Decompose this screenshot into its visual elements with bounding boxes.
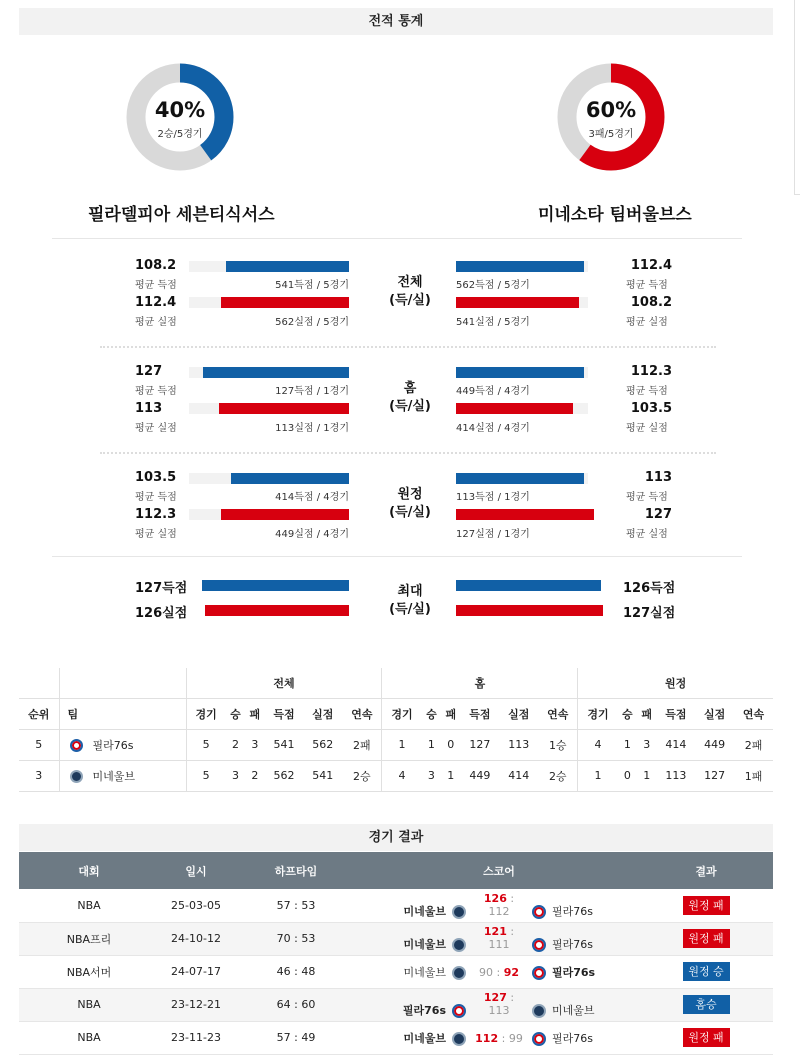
standings-cell: 1 — [618, 729, 637, 760]
right-avg-against-label: 평균 실점 — [626, 423, 668, 434]
stat-category-sub: (득/실) — [389, 293, 431, 308]
left-avg-for-label: 평균 득점 — [135, 492, 177, 503]
right-avg-against-label: 평균 실점 — [626, 529, 668, 540]
standings-cell: 562 — [303, 729, 342, 760]
dotted-divider — [100, 452, 716, 454]
standings-cell: 541 — [303, 760, 342, 791]
standings-table — [19, 668, 773, 792]
right-for-bar — [456, 261, 584, 272]
result-home-score: 112 — [475, 1031, 499, 1045]
left-avg-for-label: 평균 득점 — [135, 280, 177, 291]
result-home — [390, 936, 472, 952]
result-score — [359, 1021, 639, 1054]
result-home-team: 미네울브 — [403, 904, 446, 918]
standings-cell: 4 — [578, 729, 618, 760]
stat-category-sub: (득/실) — [389, 505, 431, 520]
sixers-logo-icon — [532, 938, 546, 952]
right-avg-against-label: 평균 실점 — [626, 317, 668, 328]
standings-cell: 1 — [578, 760, 618, 791]
result-home-score: 127 — [483, 991, 507, 1004]
score-separator: : — [506, 891, 515, 905]
away-loss-sub: 3패/5경기 — [588, 129, 634, 140]
standings-cell: 562 — [265, 760, 304, 791]
home-win-pct: 40% — [154, 98, 206, 122]
stat-category: 원정 — [397, 487, 423, 502]
result-row — [19, 1021, 773, 1054]
standings-cell: 127 — [461, 729, 500, 760]
standings-cell: 3 — [245, 729, 264, 760]
left-against-bar — [221, 297, 349, 308]
dotted-divider — [100, 346, 716, 348]
standings-col-header: 득점 — [265, 698, 304, 729]
stat-category-label — [370, 274, 450, 310]
result-halftime: 57 : 53 — [233, 889, 359, 922]
standings-rank: 3 — [19, 760, 59, 791]
right-max-for-bar — [456, 580, 601, 591]
right-avg-for: 112.4 — [630, 258, 672, 273]
result-home — [390, 1030, 472, 1046]
standings-cell: 1 — [441, 760, 460, 791]
standings-col-header: 실점 — [499, 698, 538, 729]
timberwolves-logo-icon — [70, 770, 83, 783]
standings-col-header: 연속 — [342, 698, 382, 729]
result-date: 24-07-17 — [159, 955, 233, 988]
result-score — [359, 955, 639, 988]
stat-category-sub: (득/실) — [389, 399, 431, 414]
standings-col-header: 패 — [637, 698, 656, 729]
result-badge: 원정 패 — [683, 1028, 730, 1047]
standings-col-header: 승 — [618, 698, 637, 729]
standings-col-header: 경기 — [186, 698, 226, 729]
group-total: 전체 — [186, 668, 382, 698]
result-score — [359, 988, 639, 1021]
left-avg-against: 112.3 — [135, 507, 177, 522]
score-separator: : — [506, 991, 515, 1004]
result-away-team: 필라76s — [552, 938, 593, 951]
right-max-against-bar — [456, 605, 603, 616]
result-league: NBA — [19, 988, 159, 1021]
standings-cell: 1 — [637, 760, 656, 791]
standings-group-row — [19, 668, 773, 698]
result-score-values — [472, 991, 526, 1017]
home-win-donut — [126, 63, 234, 171]
result-score-values — [472, 966, 526, 979]
standings-cell: 127 — [695, 760, 734, 791]
result-halftime: 64 : 60 — [233, 988, 359, 1021]
right-for-bar — [456, 473, 584, 484]
standings-cell: 113 — [656, 760, 695, 791]
standings-col-header: 경기 — [382, 698, 422, 729]
results-col-header: 대회 — [19, 852, 159, 889]
result-away-score: 111 — [488, 938, 510, 951]
left-for-caption: 414득점 / 4경기 — [275, 492, 349, 503]
result-away-team: 필라76s — [552, 1031, 593, 1045]
left-avg-against-label: 평균 실점 — [135, 317, 177, 328]
timberwolves-logo-icon — [452, 938, 466, 952]
sixers-logo-icon — [532, 1032, 546, 1046]
result-away — [526, 936, 608, 952]
result-away — [526, 964, 608, 980]
result-score — [359, 889, 639, 922]
result-halftime: 57 : 49 — [233, 1021, 359, 1054]
standings-col-header: 연속 — [734, 698, 773, 729]
result-home — [390, 964, 472, 980]
group-home: 홈 — [382, 668, 578, 698]
sixers-logo-icon — [532, 966, 546, 980]
result-score-values — [472, 1032, 526, 1045]
right-against-caption: 541실점 / 5경기 — [456, 317, 530, 328]
right-avg-against: 103.5 — [630, 401, 672, 416]
standings-cell: 3 — [422, 760, 441, 791]
max-label-1: 최대 — [397, 584, 423, 599]
score-separator: : — [498, 1031, 509, 1045]
standings-cell: 1 — [382, 729, 422, 760]
result-league: NBA서머 — [19, 955, 159, 988]
standings-cell: 1승 — [538, 729, 578, 760]
standings-cell: 4 — [382, 760, 422, 791]
standings-col-header: 경기 — [578, 698, 618, 729]
stat-category-label — [370, 486, 450, 522]
results-header-row — [19, 852, 773, 889]
right-against-bar — [456, 403, 573, 414]
away-loss-pct: 60% — [585, 98, 637, 122]
score-separator: : — [506, 925, 515, 938]
result-outcome — [639, 922, 773, 955]
standings-cell: 414 — [499, 760, 538, 791]
right-avg-against: 108.2 — [630, 295, 672, 310]
standings-team-name: 필라76s — [92, 738, 134, 752]
result-outcome — [639, 955, 773, 988]
standings-cell: 2패 — [342, 729, 382, 760]
left-max-against-bar — [205, 605, 349, 616]
result-league: NBA프리 — [19, 922, 159, 955]
standings-cell: 5 — [186, 760, 226, 791]
result-away-team: 필라76s — [552, 965, 596, 979]
timberwolves-logo-icon — [532, 1004, 546, 1018]
standings-col-header: 득점 — [656, 698, 695, 729]
result-league: NBA — [19, 889, 159, 922]
left-avg-for: 103.5 — [135, 470, 177, 485]
right-avg-for-label: 평균 득점 — [626, 386, 668, 397]
left-avg-for-label: 평균 득점 — [135, 386, 177, 397]
result-home — [390, 1002, 472, 1018]
stat-category-label — [370, 380, 450, 416]
result-away-score: 112 — [488, 904, 510, 918]
max-label — [370, 583, 450, 619]
result-home-team: 미네울브 — [403, 965, 446, 979]
result-outcome — [639, 988, 773, 1021]
right-against-bar — [456, 509, 594, 520]
results-table — [19, 852, 773, 1055]
stat-category: 홈 — [403, 381, 417, 396]
right-avg-against: 127 — [644, 507, 672, 522]
sixers-logo-icon — [532, 905, 546, 919]
right-for-bar — [456, 367, 584, 378]
standings-cell: 0 — [618, 760, 637, 791]
result-away-score: 99 — [508, 1031, 523, 1045]
right-avg-for-label: 평균 득점 — [626, 280, 668, 291]
standings-col-header: 패 — [245, 698, 264, 729]
results-col-header: 결과 — [639, 852, 773, 889]
result-halftime: 46 : 48 — [233, 955, 359, 988]
results-col-header: 하프타임 — [233, 852, 359, 889]
standings-cell: 3 — [226, 760, 245, 791]
standings-cell: 541 — [265, 729, 304, 760]
timberwolves-logo-icon — [452, 1032, 466, 1046]
result-away — [526, 903, 608, 919]
home-win-sub: 2승/5경기 — [157, 129, 203, 140]
result-home-score: 126 — [483, 891, 507, 905]
left-against-bar — [219, 403, 349, 414]
result-row — [19, 889, 773, 922]
result-row — [19, 955, 773, 988]
stat-category: 전체 — [397, 275, 423, 290]
standings-cell: 113 — [499, 729, 538, 760]
result-home — [390, 903, 472, 919]
result-away-team: 미네울브 — [552, 1004, 595, 1017]
result-home-team: 미네울브 — [403, 938, 446, 951]
standings-col-header: 연속 — [538, 698, 578, 729]
result-date: 24-10-12 — [159, 922, 233, 955]
right-against-bar — [456, 297, 579, 308]
standings-col-header: 실점 — [303, 698, 342, 729]
home-team-name: 필라델피아 세븐티식서스 — [88, 205, 275, 225]
standings-col-header: 승 — [422, 698, 441, 729]
right-max-against: 127실점 — [623, 606, 676, 621]
right-avg-for: 113 — [644, 470, 672, 485]
standings-cell: 449 — [695, 729, 734, 760]
result-date: 25-03-05 — [159, 889, 233, 922]
left-avg-against: 112.4 — [135, 295, 177, 310]
timberwolves-logo-icon — [452, 966, 466, 980]
standings-cell: 5 — [186, 729, 226, 760]
divider — [52, 556, 742, 557]
standings-team — [59, 729, 186, 760]
away-team-name: 미네소타 팀버울브스 — [538, 205, 692, 225]
left-avg-against-label: 평균 실점 — [135, 423, 177, 434]
left-for-bar — [203, 367, 349, 378]
standings-col-header: 승 — [226, 698, 245, 729]
result-home-score: 121 — [483, 925, 507, 938]
max-label-2: (득/실) — [389, 602, 431, 617]
result-home-score: 90 — [478, 965, 493, 979]
result-halftime: 70 : 53 — [233, 922, 359, 955]
standings-cell: 414 — [656, 729, 695, 760]
result-badge: 원정 패 — [683, 929, 730, 948]
result-away-team: 필라76s — [552, 904, 593, 918]
result-row — [19, 922, 773, 955]
result-away — [526, 1030, 608, 1046]
result-away — [526, 1002, 608, 1018]
left-against-bar — [221, 509, 349, 520]
record-section-title: 전적 통계 — [19, 8, 773, 35]
right-against-caption: 127실점 / 1경기 — [456, 529, 530, 540]
result-home-team: 필라76s — [402, 1004, 446, 1017]
left-against-caption: 449실점 / 4경기 — [275, 529, 349, 540]
result-score — [359, 922, 639, 955]
result-badge: 원정 패 — [683, 896, 730, 915]
right-for-caption: 113득점 / 1경기 — [456, 492, 530, 503]
standings-team — [59, 760, 186, 791]
results-col-header: 스코어 — [359, 852, 639, 889]
left-avg-for: 108.2 — [135, 258, 177, 273]
timberwolves-logo-icon — [452, 905, 466, 919]
result-score-values — [472, 925, 526, 951]
standings-rank: 5 — [19, 729, 59, 760]
result-away-score: 92 — [503, 965, 519, 979]
left-avg-against: 113 — [135, 401, 163, 416]
result-badge: 원정 승 — [683, 962, 730, 981]
sixers-logo-icon — [70, 739, 83, 752]
standings-col-header: 팀 — [59, 698, 186, 729]
result-score-values — [472, 892, 526, 918]
result-away-score: 113 — [488, 1004, 510, 1017]
right-for-caption: 562득점 / 5경기 — [456, 280, 530, 291]
standings-team-name: 미네울브 — [92, 769, 136, 783]
standings-cell: 2승 — [342, 760, 382, 791]
right-for-caption: 449득점 / 4경기 — [456, 386, 530, 397]
sixers-logo-icon — [452, 1004, 466, 1018]
left-against-caption: 562실점 / 5경기 — [275, 317, 349, 328]
left-for-bar — [226, 261, 349, 272]
result-home-team: 미네울브 — [403, 1031, 446, 1045]
result-outcome — [639, 1021, 773, 1054]
standings-cell: 2 — [226, 729, 245, 760]
left-avg-against-label: 평균 실점 — [135, 529, 177, 540]
standings-cell: 3 — [637, 729, 656, 760]
left-for-bar — [231, 473, 349, 484]
result-date: 23-11-23 — [159, 1021, 233, 1054]
right-max-for: 126득점 — [623, 581, 676, 596]
score-separator: : — [492, 965, 504, 979]
standings-cell: 0 — [441, 729, 460, 760]
standings-row — [19, 729, 773, 760]
result-outcome — [639, 889, 773, 922]
right-avg-for-label: 평균 득점 — [626, 492, 668, 503]
standings-col-header: 득점 — [461, 698, 500, 729]
left-avg-for: 127 — [135, 364, 163, 379]
standings-row — [19, 760, 773, 791]
standings-cell: 449 — [461, 760, 500, 791]
left-max-for-bar — [202, 580, 349, 591]
results-section-title: 경기 결과 — [19, 824, 773, 851]
standings-col-header: 패 — [441, 698, 460, 729]
result-row — [19, 988, 773, 1021]
away-loss-donut — [557, 63, 665, 171]
result-badge: 홈승 — [683, 995, 730, 1014]
results-col-header: 일시 — [159, 852, 233, 889]
standings-col-header: 순위 — [19, 698, 59, 729]
left-max-for: 127득점 — [135, 581, 188, 596]
left-for-caption: 127득점 / 1경기 — [275, 386, 349, 397]
scrollbar-edge[interactable] — [794, 0, 800, 195]
result-league: NBA — [19, 1021, 159, 1054]
standings-cell: 2패 — [734, 729, 773, 760]
standings-header-row — [19, 698, 773, 729]
standings-cell: 1패 — [734, 760, 773, 791]
standings-col-header: 실점 — [695, 698, 734, 729]
standings-cell: 2승 — [538, 760, 578, 791]
left-max-against: 126실점 — [135, 606, 188, 621]
left-for-caption: 541득점 / 5경기 — [275, 280, 349, 291]
result-date: 23-12-21 — [159, 988, 233, 1021]
divider — [52, 238, 742, 239]
standings-cell: 2 — [245, 760, 264, 791]
right-avg-for: 112.3 — [630, 364, 672, 379]
right-against-caption: 414실점 / 4경기 — [456, 423, 530, 434]
left-against-caption: 113실점 / 1경기 — [275, 423, 349, 434]
standings-cell: 1 — [422, 729, 441, 760]
group-away: 원정 — [578, 668, 773, 698]
